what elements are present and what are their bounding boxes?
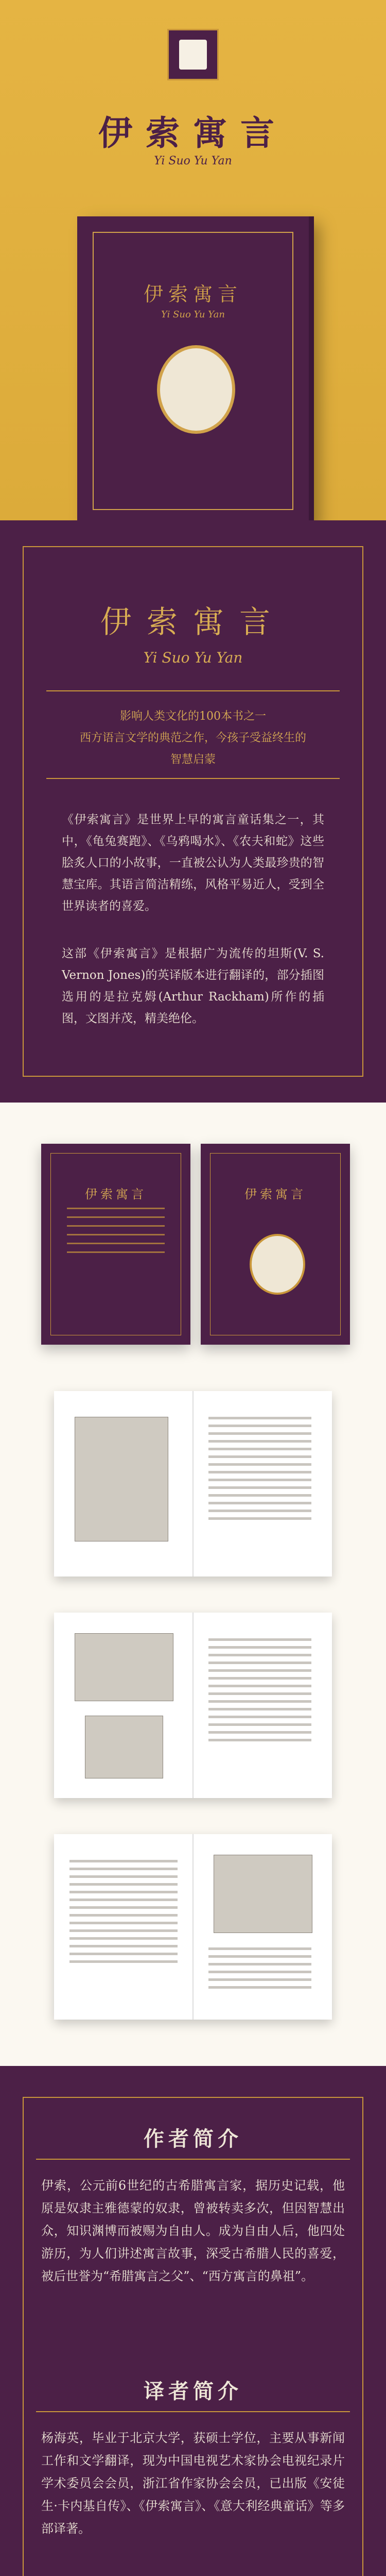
illustration-image (75, 1417, 168, 1541)
author-heading: 作者简介 (144, 2127, 242, 2151)
tagline-line-3: 智慧启蒙 (170, 753, 216, 766)
illustration-image (75, 1633, 173, 1701)
logo-emblem-icon (179, 40, 207, 70)
back-title: 伊索寓言 (85, 1187, 147, 1201)
intro-title: 伊索寓言 (100, 604, 286, 640)
intro-latin: Yi Suo Yu Yan (143, 649, 243, 666)
back-text-block (67, 1200, 165, 1260)
book-back-cover (41, 1144, 190, 1345)
front-title: 伊索寓言 (244, 1187, 306, 1201)
tagline-line-1: 影响人类文化的100本书之一 (120, 710, 266, 723)
author-paragraph: 伊索，公元前6世纪的古希腊寓言家，据历史记载，他原是奴隶主雅德蒙的奴隶，曾被转卖多次，但因智慧出众，知识渊博而被赐为自由人。成为自由人后，他四处游历，为人们讲述寓言故事，深受古希腊人民的喜爱，被后世誉为“希腊寓言之父”、“西方寓言的鼻祖”。 (41, 2178, 345, 2283)
page-spread-3 (54, 1834, 332, 2020)
divider (36, 2159, 350, 2160)
cover-portrait-oval (157, 345, 235, 434)
cover-title: 伊索寓言 (143, 283, 242, 306)
illustration-image (214, 1855, 312, 1933)
translator-heading: 译者简介 (144, 2379, 242, 2403)
page-spread-1 (54, 1391, 332, 1577)
intro-paragraph-2: 这部《伊索寓言》是根据广为流传的坦斯(V. S. Vernon Jones)的英译版本进行翻译的，部分插图选用的是拉克姆(Arthur Rackham)所作的插图，文图并茂，精美绝伦。 (62, 947, 324, 1025)
divider (46, 690, 340, 691)
tagline-line-2: 西方语言文学的典范之作，今孩子受益终生的 (79, 732, 306, 744)
intro-paragraph-1: 《伊索寓言》是世界上早的寓言童话集之一，其中，《龟兔赛跑》、《乌鸦喝水》、《农夫和蛇》这些脍炙人口的小故事，一直被公认为人类最珍贵的智慧宝库。其语言简洁精练，风格平易近人，受到全世界读者的喜爱。 (62, 813, 324, 913)
hero-section (0, 0, 386, 520)
translator-paragraph: 杨海英，毕业于北京大学，获硕士学位，主要从事新闻工作和文学翻译，现为中国电视艺术家协会电视纪录片学术委员会会员，浙江省作家协会会员，已出版《安徒生·卡内基自传》、《伊索寓言》、《意大利经典童话》等多部译著。 (41, 2431, 345, 2536)
series-logo (167, 29, 219, 80)
page-spread-2 (54, 1613, 332, 1798)
hero-latin: Yi Suo Yu Yan (154, 155, 232, 167)
about-section (0, 2066, 386, 2576)
divider (36, 2411, 350, 2412)
intro-section (0, 520, 386, 1103)
gallery-section (0, 1103, 386, 2066)
hero-title: 伊索寓言 (98, 113, 288, 153)
front-portrait-oval (250, 1234, 305, 1295)
divider (46, 778, 340, 779)
hero-book-cover (77, 216, 309, 526)
illustration-image (85, 1716, 163, 1778)
cover-latin: Yi Suo Yu Yan (161, 309, 225, 320)
book-front-cover (201, 1144, 350, 1345)
